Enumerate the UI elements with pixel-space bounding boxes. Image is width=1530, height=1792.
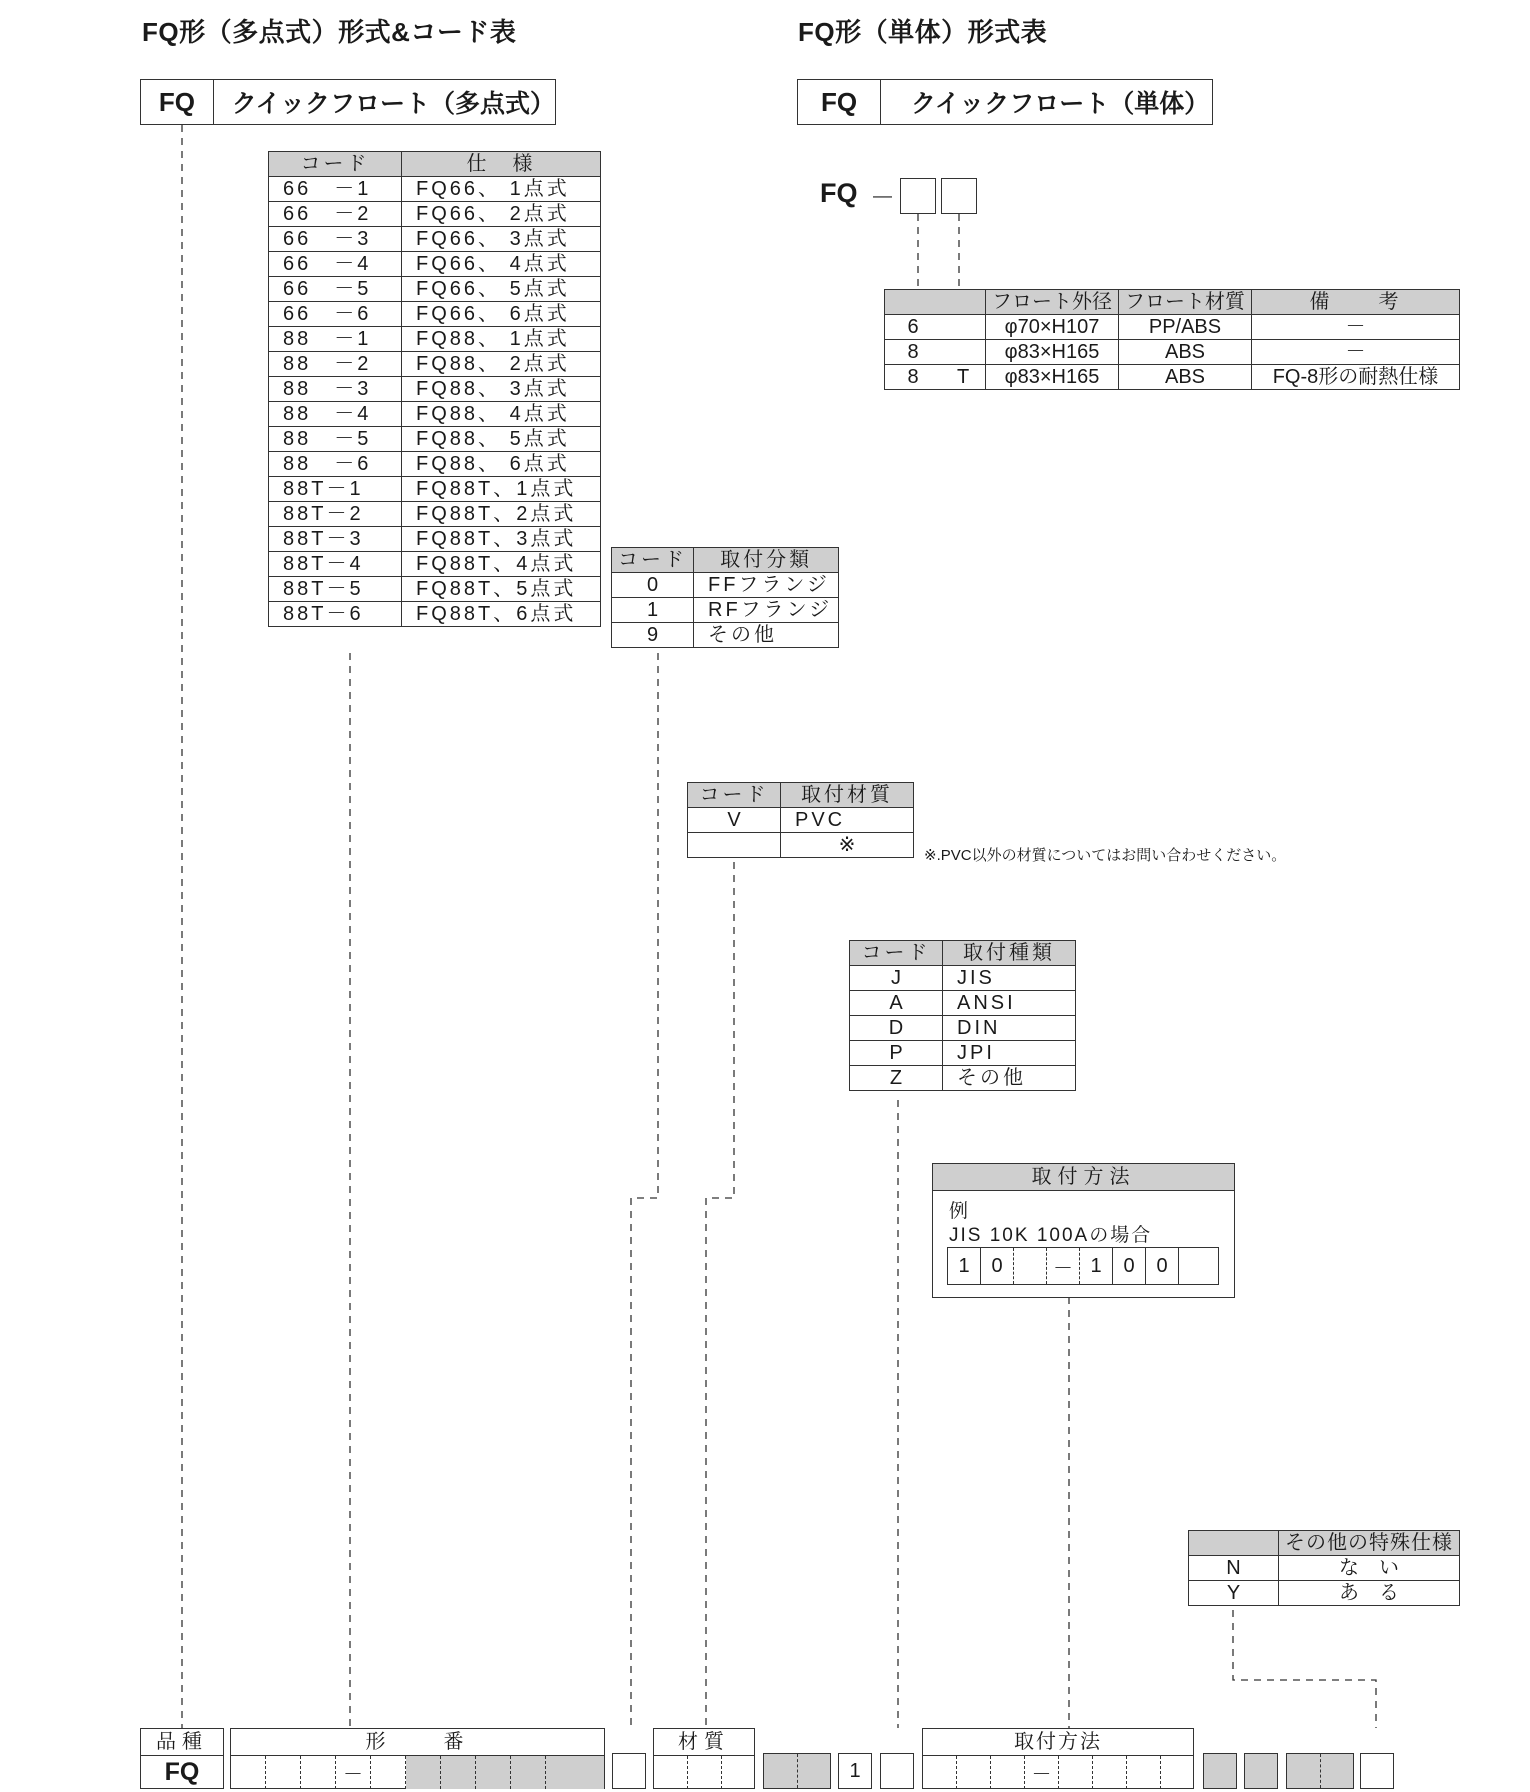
gray-pair-divider bbox=[1320, 1754, 1321, 1788]
special-header-name: その他の特殊仕様 bbox=[1279, 1531, 1460, 1556]
model-cell-gray bbox=[476, 1756, 511, 1789]
multipoint-header-name: クイックフロート（多点式） bbox=[231, 90, 555, 118]
table-row bbox=[269, 552, 601, 577]
bottom-gray-box bbox=[1244, 1753, 1278, 1789]
model-cell bbox=[266, 1756, 301, 1789]
spec-value: FQ88T、2点式 bbox=[402, 502, 601, 527]
model-cell bbox=[301, 1756, 336, 1789]
spec-value: FQ88T、1点式 bbox=[402, 477, 601, 502]
spec-code: 66 －4 bbox=[269, 252, 402, 277]
float-header-material: フロート材質 bbox=[1119, 290, 1252, 315]
method-cell bbox=[1093, 1756, 1127, 1789]
mount-class-header-name: 取付分類 bbox=[694, 548, 839, 573]
mount-class-value: その他 bbox=[694, 623, 839, 648]
float-code-suffix bbox=[941, 315, 985, 340]
mount-type-value: ANSI bbox=[943, 991, 1076, 1016]
table-row bbox=[269, 477, 601, 502]
material-cell bbox=[654, 1756, 688, 1789]
mount-class-code: 1 bbox=[612, 598, 694, 623]
float-diameter: φ83×H165 bbox=[986, 340, 1119, 365]
example-cell bbox=[1014, 1248, 1047, 1284]
spec-value: FQ88、 6点式 bbox=[402, 452, 601, 477]
bottom-method-box bbox=[922, 1728, 1194, 1789]
mount-method-header: 取付方法 bbox=[933, 1164, 1234, 1191]
bottom-fixed-digit: 1 bbox=[838, 1753, 872, 1789]
method-cell bbox=[991, 1756, 1025, 1789]
method-cell bbox=[1161, 1756, 1193, 1789]
spec-header-spec: 仕 様 bbox=[402, 152, 601, 177]
table-row bbox=[269, 302, 601, 327]
spec-value: FQ88、 3点式 bbox=[402, 377, 601, 402]
mount-type-value: JIS bbox=[943, 966, 1076, 991]
spec-code: 66 －2 bbox=[269, 202, 402, 227]
bottom-model-box bbox=[230, 1728, 605, 1789]
mount-type-header-name: 取付種類 bbox=[943, 941, 1076, 966]
special-value: な い bbox=[1279, 1556, 1460, 1581]
spec-value: FQ88T、4点式 bbox=[402, 552, 601, 577]
bottom-method-label: 取付方法 bbox=[923, 1729, 1193, 1756]
table-row bbox=[850, 1016, 1076, 1041]
model-cell bbox=[371, 1756, 406, 1789]
example-cell: 0 bbox=[981, 1248, 1014, 1284]
spec-code: 88 －5 bbox=[269, 427, 402, 452]
float-remarks: FQ-8形の耐熱仕様 bbox=[1252, 365, 1460, 390]
mount-material-value: PVC bbox=[781, 808, 914, 833]
bottom-model-cells bbox=[231, 1756, 604, 1789]
mount-method-example-cells bbox=[947, 1247, 1219, 1285]
spec-value: FQ66、 5点式 bbox=[402, 277, 601, 302]
table-row bbox=[850, 1041, 1076, 1066]
table-row bbox=[612, 598, 839, 623]
float-code: 8 bbox=[885, 340, 942, 365]
mount-type-code: Z bbox=[850, 1066, 943, 1091]
spec-code: 66 －5 bbox=[269, 277, 402, 302]
mount-class-code: 9 bbox=[612, 623, 694, 648]
method-cell bbox=[923, 1756, 957, 1789]
table-row bbox=[269, 227, 601, 252]
spec-code: 88 －2 bbox=[269, 352, 402, 377]
table-row bbox=[269, 177, 601, 202]
table-row bbox=[269, 277, 601, 302]
spec-code: 88 －6 bbox=[269, 452, 402, 477]
table-row bbox=[688, 833, 914, 858]
table-row bbox=[885, 315, 1460, 340]
float-remarks: － bbox=[1252, 315, 1460, 340]
spec-code: 88T－4 bbox=[269, 552, 402, 577]
spec-value: FQ88、 1点式 bbox=[402, 327, 601, 352]
mount-type-value: JPI bbox=[943, 1041, 1076, 1066]
method-cell bbox=[1127, 1756, 1161, 1789]
table-row bbox=[885, 340, 1460, 365]
left-section-title: FQ形（多点式）形式&コード表 bbox=[142, 17, 517, 47]
float-remarks: － bbox=[1252, 340, 1460, 365]
spec-code: 66 －3 bbox=[269, 227, 402, 252]
spec-value: FQ88、 2点式 bbox=[402, 352, 601, 377]
spec-code: 88 －4 bbox=[269, 402, 402, 427]
mount-method-example-text: JIS 10K 100Aの場合 bbox=[949, 1225, 1153, 1246]
spec-table bbox=[268, 151, 601, 627]
mount-material-table bbox=[687, 782, 914, 858]
mount-method-example-label: 例 bbox=[949, 1201, 969, 1222]
spec-code: 88T－3 bbox=[269, 527, 402, 552]
spec-value: FQ66、 6点式 bbox=[402, 302, 601, 327]
bottom-model-label: 形 番 bbox=[231, 1729, 604, 1756]
float-material: ABS bbox=[1119, 340, 1252, 365]
table-row bbox=[850, 1066, 1076, 1091]
spec-value: FQ88、 5点式 bbox=[402, 427, 601, 452]
mount-material-header-code: コード bbox=[688, 783, 781, 808]
special-value: あ る bbox=[1279, 1581, 1460, 1606]
example-cell: 0 bbox=[1146, 1248, 1179, 1284]
bottom-kind-value: FQ bbox=[164, 1758, 200, 1786]
method-dash: － bbox=[1025, 1756, 1059, 1789]
table-row bbox=[269, 327, 601, 352]
mount-type-code: D bbox=[850, 1016, 943, 1041]
spec-value: FQ88T、3点式 bbox=[402, 527, 601, 552]
example-cell: 1 bbox=[948, 1248, 981, 1284]
table-row bbox=[269, 527, 601, 552]
spec-value: FQ66、 4点式 bbox=[402, 252, 601, 277]
mount-class-value: FFフランジ bbox=[694, 573, 839, 598]
special-code: N bbox=[1189, 1556, 1279, 1581]
table-row bbox=[269, 377, 601, 402]
spec-header-code: コード bbox=[269, 152, 402, 177]
spec-value: FQ88T、6点式 bbox=[402, 602, 601, 627]
right-section-title: FQ形（単体）形式表 bbox=[798, 17, 1048, 47]
mount-type-header-code: コード bbox=[850, 941, 943, 966]
float-diameter: φ83×H165 bbox=[986, 365, 1119, 390]
model-cell-gray bbox=[441, 1756, 476, 1789]
spec-code: 88T－6 bbox=[269, 602, 402, 627]
mount-class-code: 0 bbox=[612, 573, 694, 598]
table-row bbox=[269, 402, 601, 427]
float-material: PP/ABS bbox=[1119, 315, 1252, 340]
float-header-diameter: フロート外径 bbox=[986, 290, 1119, 315]
multipoint-header-code: FQ bbox=[141, 80, 214, 124]
bottom-material-label: 材質 bbox=[654, 1729, 754, 1756]
spec-code: 88T－1 bbox=[269, 477, 402, 502]
table-row bbox=[850, 966, 1076, 991]
bottom-gray-box bbox=[1203, 1753, 1237, 1789]
mount-type-code: A bbox=[850, 991, 943, 1016]
bottom-type-box bbox=[880, 1753, 914, 1789]
spec-value: FQ66、 3点式 bbox=[402, 227, 601, 252]
mount-type-code: P bbox=[850, 1041, 943, 1066]
spec-code: 88T－5 bbox=[269, 577, 402, 602]
gray-pair-divider bbox=[797, 1754, 798, 1788]
mount-material-code: V bbox=[688, 808, 781, 833]
spec-code: 88T－2 bbox=[269, 502, 402, 527]
material-cell bbox=[722, 1756, 754, 1789]
mount-material-code bbox=[688, 833, 781, 858]
table-row bbox=[688, 808, 914, 833]
table-row bbox=[612, 623, 839, 648]
spec-value: FQ88、 4点式 bbox=[402, 402, 601, 427]
single-code-dash: － bbox=[870, 184, 896, 212]
mount-type-value: その他 bbox=[943, 1066, 1076, 1091]
single-code-prefix: FQ bbox=[820, 178, 858, 208]
model-cell-gray bbox=[546, 1756, 604, 1789]
example-cell: － bbox=[1047, 1248, 1080, 1284]
float-header-remarks: 備 考 bbox=[1252, 290, 1460, 315]
material-note: ※.PVC以外の材質についてはお問い合わせください。 bbox=[924, 847, 1287, 864]
material-cell bbox=[688, 1756, 722, 1789]
special-spec-table bbox=[1188, 1530, 1460, 1606]
table-row bbox=[269, 602, 601, 627]
model-cell-gray bbox=[406, 1756, 441, 1789]
bottom-kind-box bbox=[140, 1728, 224, 1789]
mount-type-table bbox=[849, 940, 1076, 1091]
bottom-gray-pair-2 bbox=[1286, 1753, 1354, 1789]
spec-code: 88 －1 bbox=[269, 327, 402, 352]
spec-value: FQ66、 2点式 bbox=[402, 202, 601, 227]
special-header-code bbox=[1189, 1531, 1279, 1556]
bottom-material-box bbox=[653, 1728, 755, 1789]
bottom-kind-label: 品種 bbox=[141, 1729, 223, 1756]
bottom-special-box bbox=[1360, 1753, 1394, 1789]
spec-value: FQ66、 1点式 bbox=[402, 177, 601, 202]
table-row bbox=[269, 202, 601, 227]
spec-code: 88 －3 bbox=[269, 377, 402, 402]
example-cell: 0 bbox=[1113, 1248, 1146, 1284]
table-row bbox=[269, 252, 601, 277]
spec-code: 66 －6 bbox=[269, 302, 402, 327]
float-diameter: φ70×H107 bbox=[986, 315, 1119, 340]
mount-class-value: RFフランジ bbox=[694, 598, 839, 623]
mount-type-code: J bbox=[850, 966, 943, 991]
example-cell: 1 bbox=[1080, 1248, 1113, 1284]
mount-material-header-name: 取付材質 bbox=[781, 783, 914, 808]
method-cell bbox=[1059, 1756, 1093, 1789]
bottom-class-box bbox=[612, 1753, 646, 1789]
example-cell bbox=[1179, 1248, 1218, 1284]
float-code-suffix: T bbox=[941, 365, 985, 390]
single-header-name: クイックフロート（単体） bbox=[911, 90, 1210, 118]
table-row bbox=[269, 352, 601, 377]
table-row bbox=[269, 502, 601, 527]
model-cell bbox=[231, 1756, 266, 1789]
table-row bbox=[269, 427, 601, 452]
float-material: ABS bbox=[1119, 365, 1252, 390]
spec-value: FQ88T、5点式 bbox=[402, 577, 601, 602]
special-code: Y bbox=[1189, 1581, 1279, 1606]
table-row bbox=[269, 452, 601, 477]
mount-type-value: DIN bbox=[943, 1016, 1076, 1041]
mount-material-value: ※ bbox=[781, 833, 914, 858]
float-code: 6 bbox=[885, 315, 942, 340]
method-cell bbox=[957, 1756, 991, 1789]
table-row bbox=[269, 577, 601, 602]
bottom-gray-pair bbox=[763, 1753, 831, 1789]
mount-method-box bbox=[932, 1163, 1235, 1298]
single-header-code: FQ bbox=[798, 80, 881, 124]
mount-class-table bbox=[611, 547, 839, 648]
table-row bbox=[1189, 1556, 1460, 1581]
mount-class-header-code: コード bbox=[612, 548, 694, 573]
float-table bbox=[884, 289, 1460, 390]
table-row bbox=[612, 573, 839, 598]
table-row bbox=[850, 991, 1076, 1016]
table-row bbox=[1189, 1581, 1460, 1606]
spec-code: 66 －1 bbox=[269, 177, 402, 202]
float-code-suffix bbox=[941, 340, 985, 365]
model-dash: － bbox=[336, 1756, 371, 1789]
float-code: 8 bbox=[885, 365, 942, 390]
table-row bbox=[885, 365, 1460, 390]
model-cell-gray bbox=[511, 1756, 546, 1789]
float-header-code bbox=[885, 290, 986, 315]
